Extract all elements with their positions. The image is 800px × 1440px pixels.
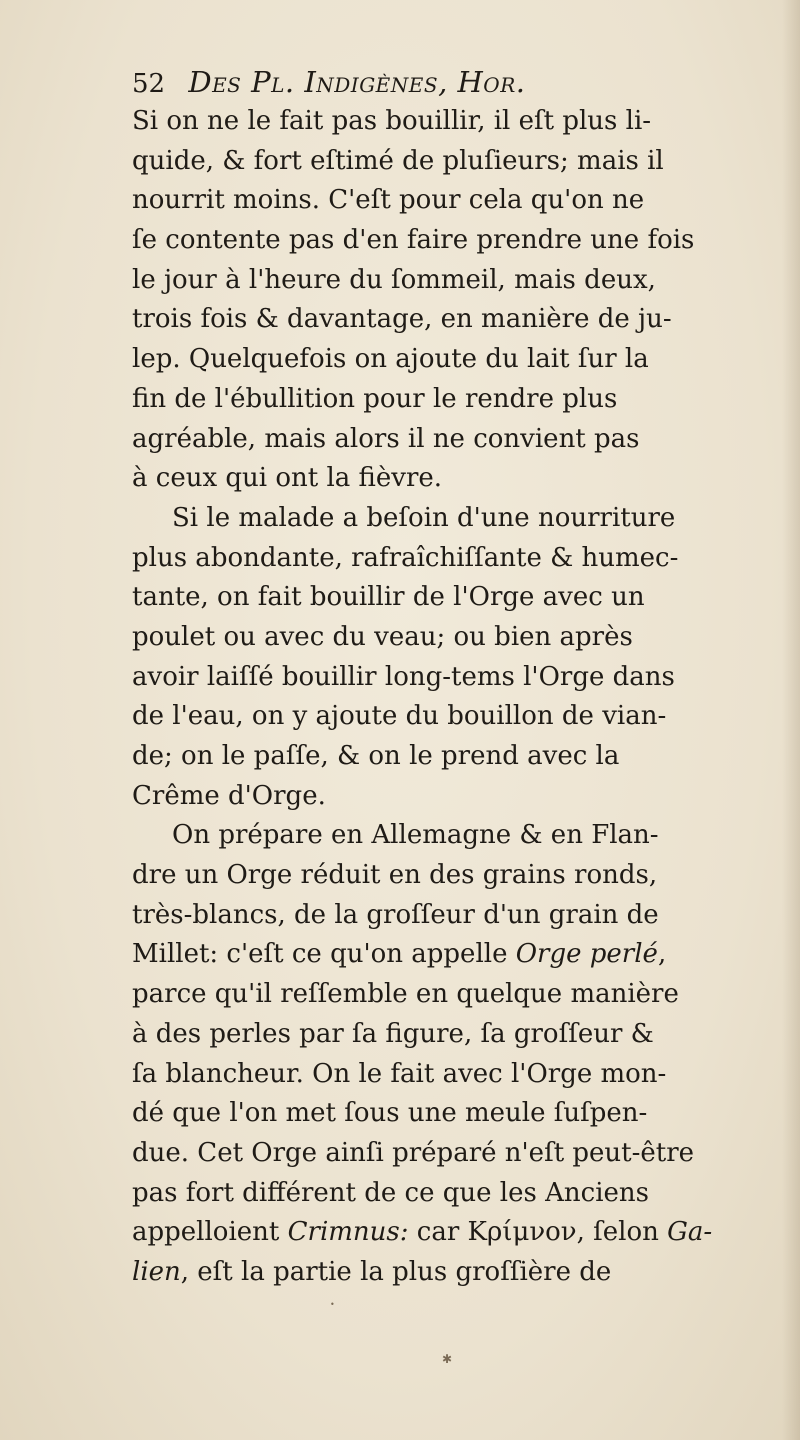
text-line: à des perles par ſa figure, ſa groſſeur & xyxy=(132,1018,654,1049)
text-line xyxy=(132,1213,788,1253)
text-line: fin de l'ébullition pour le rendre plus xyxy=(132,383,618,414)
paragraph-start-line: On prépare en Allemagne & en Flan- xyxy=(172,820,659,851)
paragraph-start-line: Si le malade a beſoin d'une nourriture xyxy=(172,502,676,533)
text-line: plus abondante, rafraîchiſſante & humec- xyxy=(132,542,679,573)
text-line: très-blancs, de la groſſeur d'un grain de xyxy=(132,899,659,930)
body-text xyxy=(132,102,788,1293)
text-line: avoir laiſſé bouillir long-tems l'Orge dans xyxy=(132,661,675,692)
text-line: due. Cet Orge ainſi préparé n'eſt peut-être xyxy=(132,1137,695,1168)
text-segment: , xyxy=(657,939,667,970)
text-line: ſa blancheur. On le fait avec l'Orge mon- xyxy=(132,1058,667,1089)
running-head: Des Pl. Indigènes, Hor. xyxy=(188,65,526,99)
text-line xyxy=(132,935,788,975)
ink-speck: ✱ xyxy=(442,1352,453,1366)
greek-word: Κρίμνον, xyxy=(467,1217,585,1248)
page-header xyxy=(132,62,772,102)
text-line: de; on le paſſe, & on le prend avec la xyxy=(132,741,620,771)
text-segment: ſelon xyxy=(593,1217,659,1248)
text-segment: , eſt la partie la plus groſſière de xyxy=(180,1256,612,1287)
text-line: quide, & fort eſtimé de pluſieurs; mais il xyxy=(132,145,664,176)
text-line: Si on ne le fait pas bouillir, il eſt plus li- xyxy=(132,106,652,136)
text-line: ſe contente pas d'en faire prendre une fois xyxy=(132,225,695,256)
italic-term: Orge perlé xyxy=(515,939,658,970)
text-segment: Millet: c'eſt ce qu'on appelle xyxy=(132,939,508,970)
text-line: Crême d'Orge. xyxy=(132,780,326,811)
text-line: dé que l'on met ſous une meule ſuſpen- xyxy=(132,1098,648,1129)
text-line: lep. Quelquefois on ajoute du lait ſur la xyxy=(132,344,649,375)
text-line: pas fort différent de ce que les Anciens xyxy=(132,1177,649,1208)
text-line: agréable, mais alors il ne convient pas xyxy=(132,423,640,454)
ink-speck: • xyxy=(330,1300,335,1309)
text-line xyxy=(132,1253,788,1293)
text-line: poulet ou avec du veau; ou bien après xyxy=(132,621,633,652)
text-segment: appelloient xyxy=(132,1217,280,1248)
text-line: à ceux qui ont la fièvre. xyxy=(132,463,443,494)
text-line: parce qu'il reſſemble en quelque manière xyxy=(132,979,679,1010)
text-line: tante, on fait bouillir de l'Orge avec un xyxy=(132,582,645,613)
text-line: dre un Orge réduit en des grains ronds, xyxy=(132,860,658,891)
text-line: le jour à l'heure du ſommeil, mais deux, xyxy=(132,264,656,295)
text-segment: car xyxy=(416,1217,460,1248)
text-line: trois fois & davantage, en manière de ju- xyxy=(132,304,672,335)
text-line: de l'eau, on y ajoute du bouillon de vian- xyxy=(132,701,667,732)
italic-term: Crimnus: xyxy=(287,1217,409,1248)
italic-name: Ga- xyxy=(667,1217,713,1248)
italic-name: lien xyxy=(132,1256,181,1287)
text-line: nourrit moins. C'eſt pour cela qu'on ne xyxy=(132,185,645,216)
page-number: 52 xyxy=(132,69,166,99)
